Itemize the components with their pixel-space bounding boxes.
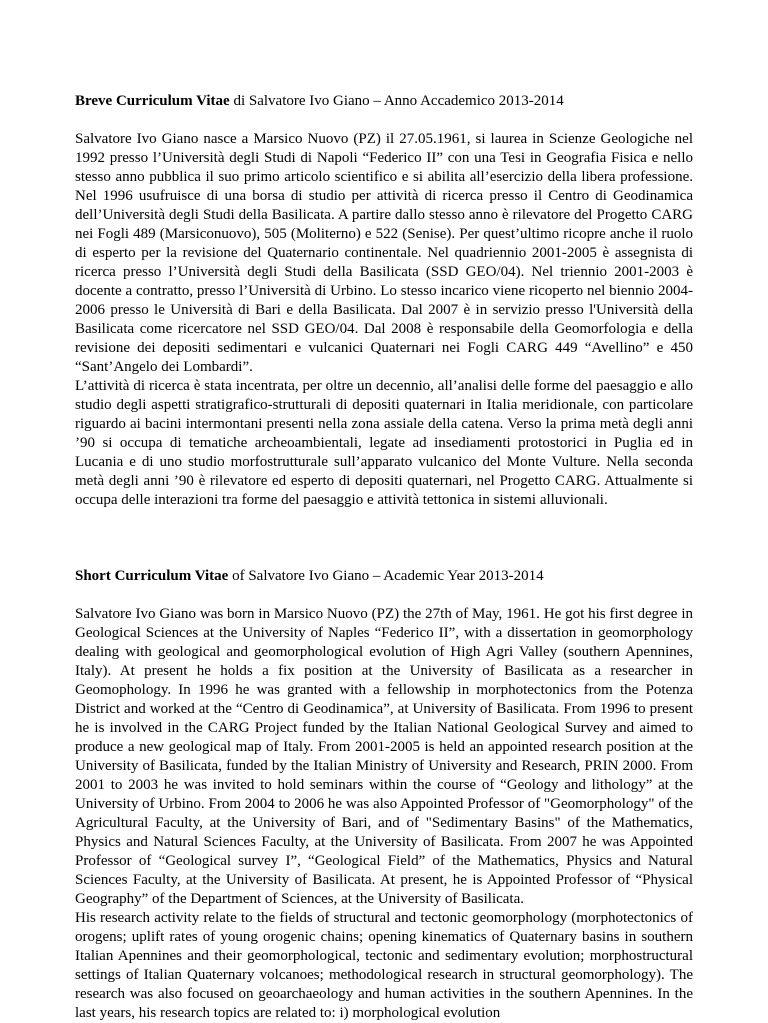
spacer [75, 586, 693, 605]
italian-cv-heading-rest: di Salvatore Ivo Giano – Anno Accademico 2013-2014 [229, 93, 564, 109]
italian-cv-heading [75, 92, 693, 111]
english-cv-paragraph-1: Salvatore Ivo Giano was born in Marsico Nuovo (PZ) the 27th of May, 1961. He got his first degree in Geological Sciences at the University of Naples “Federico II”, with a dissertation in geomorphology dealing with geological and geomorphological evolution of High Agri Valley (southern Apennines, Italy). At present he holds a fix position at the University of Basilicata as a researcher in Geomophology. In 1996 he was granted with a fellowship in morphotectonics from the Potenza District and worked at the “Centro di Geodinamica”, at University of Basilicata. From 1996 to present he is involved in the CARG Project funded by the Italian National Geological Survey and aimed to produce a new geological map of Italy. From 2001-2005 is held an appointed research position at the University of Basilicata, funded by the Italian Ministry of University and Research, PRIN 2000. From 2001 to 2003 he was invited to hold seminars within the course of “Geology and lithology” at the University of Urbino. From 2004 to 2006 he was also Appointed Professor of "Geomorphology" of the Agricultural Faculty, at the University of Bari, and of "Sedimentary Basins" of the Mathematics, Physics and Natural Sciences Faculty, at the University of Basilicata. From 2007 he was Appointed Professor of “Geological survey I”, “Geological Field” of the Mathematics, Physics and Natural Sciences Faculty, at the University of Basilicata. At present, he is Appointed Professor of “Physical Geography” of the Department of Sciences, at the University of Basilicata. [75, 606, 693, 907]
italian-cv-paragraph-2: L’attività di ricerca è stata incentrata, per oltre un decennio, all’analisi delle forme del paesaggio e allo studio degli aspetti stratigrafico-strutturali di depositi quaternari in Italia meridionale, con particolare riguardo ai bacini intermontani presenti nella zona assiale della catena. Verso la prima metà degli anni ’90 si occupa di tematiche archeoambientali, legate ad insediamenti protostorici in Puglia ed in Lucania e di uno studio morfostrutturale sull’apparato vulcanico del Monte Vulture. Nella seconda metà degli anni ’90 è rilevatore ed esperto di depositi quaternari, nel Progetto CARG. Attualmente si occupa delle interazioni tra forme del paesaggio e attività tettonica in sistemi alluvionali. [75, 378, 693, 508]
italian-cv-heading-bold: Breve Curriculum Vitae [75, 93, 230, 109]
english-cv-heading-bold: Short Curriculum Vitae [75, 568, 229, 584]
english-cv-paragraph-2: His research activity relate to the fields of structural and tectonic geomorphology (morphotectonics of orogens; uplift rates of young orogenic chains; opening kinematics of Quaternary basins in southern Italian Apennines and their geomorphological, tectonic and sedimentary evolution; morphostructural settings of Italian Quaternary volcanoes; methodological research in structural geomorphology). The research was also focused on geoarchaeology and human activities in the southern Apennines. In the last years, his research topics are related to: i) morphological evolution [75, 910, 693, 1021]
spacer [75, 510, 693, 567]
english-cv-heading [75, 567, 693, 586]
document-page [75, 92, 693, 1023]
english-cv-heading-rest: of Salvatore Ivo Giano – Academic Year 2013-2014 [228, 568, 544, 584]
spacer [75, 111, 693, 130]
italian-cv-paragraph-1: Salvatore Ivo Giano nasce a Marsico Nuovo (PZ) il 27.05.1961, si laurea in Scienze Geologiche nel 1992 presso l’Università degli Studi di Napoli “Federico II” con una Tesi in Geografia Fisica e nello stesso anno pubblica il suo primo articolo scientifico e si abilita all’esercizio della libera professione. Nel 1996 usufruisce di una borsa di studio per attività di ricerca presso il Centro di Geodinamica dell’Università degli Studi della Basilicata. A partire dallo stesso anno è rilevatore del Progetto CARG nei Fogli 489 (Marsiconuovo), 505 (Moliterno) e 522 (Senise). Per quest’ultimo ricopre anche il ruolo di esperto per la revisione del Quaternario continentale. Nel quadriennio 2001-2005 è assegnista di ricerca presso l’Università degli Studi della Basilicata (SSD GEO/04). Nel triennio 2001-2003 è docente a contratto, presso l’Università di Urbino. Lo stesso incarico viene ricoperto nel biennio 2004-2006 presso le Università di Bari e della Basilicata. Dal 2007 è in servizio presso l'Università della Basilicata come ricercatore nel SSD GEO/04. Dal 2008 è responsabile della Geomorfologia e della revisione dei depositi sedimentari e vulcanici Quaternari nei Fogli CARG 449 “Avellino” e 450 “Sant’Angelo dei Lombardi”. [75, 131, 693, 375]
